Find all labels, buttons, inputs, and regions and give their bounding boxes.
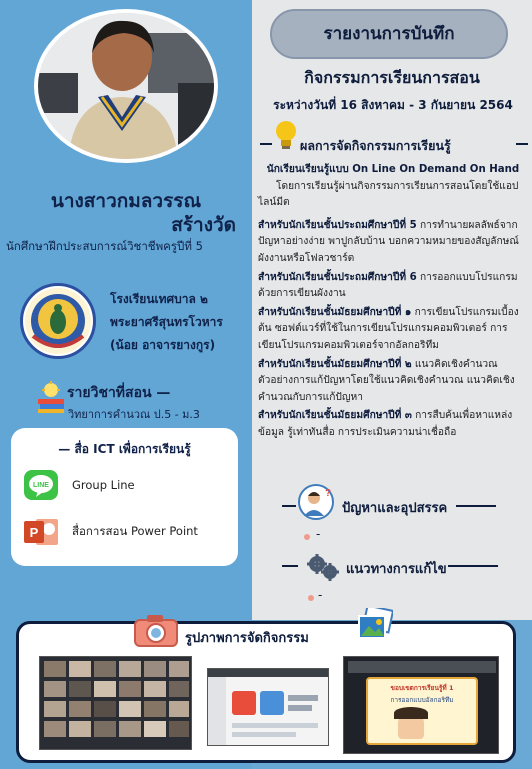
school-name-line1: โรงเรียนเทศบาล ๒ (110, 292, 208, 306)
grade-text: การเขียนโปรแกรมเบื้องต้น ซอฟต์แวร์ที่ใช้ในการเขียนโปรแกรมคอมพิวเตอร์ การเขียนโปรแกรมคอมพิวเตอร์จากอัลกอริทึม (258, 306, 519, 351)
grade-text: การออกแบบโปรแกรมด้วยการเขียนผังงาน (258, 271, 518, 300)
teacher-surname: สร้างวัด (171, 214, 236, 236)
ict-item-line (24, 470, 135, 500)
grade-text: การสืบค้นเพื่อหาแหล่งข้อมูล รู้เท่าทันสื่อ การประเมินความน่าเชื่อถือ (258, 410, 513, 438)
problems-value: - (316, 527, 321, 541)
bullet-dot (304, 534, 310, 540)
lightbulb-icon (274, 120, 298, 152)
lesson-slide-title: ขอบเขตการเรียนรู้ที่ 1 (390, 684, 454, 692)
camera-icon (133, 612, 179, 648)
results-content (258, 162, 528, 442)
grade-block (258, 305, 528, 355)
solutions-value: - (318, 588, 323, 602)
divider (282, 505, 296, 507)
ict-item-label: Group Line (72, 478, 135, 492)
divider (448, 565, 498, 567)
report-title: รายงานการบันทึก (323, 24, 455, 44)
grade-label: สำหรับนักเรียนชั้นประถมศึกษาปีที่ 6 (258, 271, 417, 283)
powerpoint-icon (24, 516, 58, 548)
lesson-slide-subtitle: การออกแบบอัลกอริทึม (390, 696, 454, 704)
zoom-class-screenshot (39, 656, 192, 750)
ict-item-powerpoint (24, 516, 198, 548)
right-panel (252, 0, 532, 620)
teacher-role: นักศึกษาฝึกประสบการณ์วิชาชีพครูปีที่ 5 (6, 239, 203, 253)
teacher-name: นางสาวกมลวรรณ (50, 190, 202, 212)
learning-mode: นักเรียนเรียนรู้แบบ On Line On Demand On Hand (266, 164, 520, 175)
school-logo (20, 283, 96, 359)
subject-heading-text: รายวิชาที่สอน (67, 385, 152, 401)
report-subtitle: กิจกรรมการเรียนการสอน (304, 68, 480, 87)
grade-text: การทำนายผลลัพธ์จากปัญหาอย่างง่าย พาปูกลับบ้าน บอกความหมายของสัญลักษณ์ผังงานหรือโฟลวชาร์ต (258, 219, 519, 264)
divider (516, 143, 528, 145)
report-period: ระหว่างวันที่ 16 สิงหาคม - 3 กันยายน 2564 (273, 98, 513, 112)
photos-icon (357, 608, 393, 642)
divider (456, 505, 496, 507)
line-app-icon (24, 470, 58, 500)
grade-label: สำหรับนักเรียนชั้นประถมศึกษาปีที่ 5 (258, 219, 417, 231)
title-banner (270, 9, 508, 59)
ict-heading-text: สื่อ ICT เพื่อการเรียนรู้ (74, 442, 191, 456)
subject-value: วิทยาการคำนวณ ป.5 - ม.3 (68, 408, 200, 421)
intro-text: โดยการเรียนรู้ผ่านกิจกรรมการเรียนการสอนโดยใช้แอปไลน์มีต (258, 180, 519, 209)
activity-gallery (16, 621, 516, 763)
grade-block (258, 357, 528, 407)
school-name-line2: พระยาศรีสุนทรโวหาร (110, 315, 223, 329)
svg-text:?: ? (325, 488, 332, 499)
program-editor-screenshot (207, 668, 329, 746)
grade-block (258, 270, 528, 303)
school-name-line3: (น้อย อาจารยางกูร) (110, 338, 216, 352)
grade-block (258, 408, 528, 441)
grade-label: สำหรับนักเรียนชั้นมัธยมศึกษาปีที่ ๓ (258, 410, 412, 422)
grade-block (258, 218, 528, 268)
profile-photo (34, 9, 218, 163)
grade-label: สำหรับนักเรียนชั้นมัธยมศึกษาปีที่ ๑ (258, 306, 412, 318)
grade-text: แนวคิดเชิงคำนวณ ตัวอย่างการแก้ปัญหาโดยใช้แนวคิดเชิงคำนวณ แนวคิดเชิงคำนวณกับการแก้ปัญหา (258, 358, 515, 403)
grade-label: สำหรับนักเรียนชั้นมัธยมศึกษาปีที่ ๒ (258, 358, 412, 370)
books-icon (36, 381, 66, 417)
svg-text:LINE: LINE (33, 482, 49, 489)
gears-icon (306, 553, 340, 581)
ict-heading: — สื่อ ICT เพื่อการเรียนรู้ (58, 442, 191, 456)
bullet-dot (308, 595, 314, 601)
divider (282, 565, 298, 567)
divider (260, 143, 272, 145)
online-lesson-screenshot (343, 656, 499, 754)
ict-item-label: สื่อการสอน Power Point (72, 524, 198, 538)
problems-heading: ปัญหาและอุปสรรค (342, 501, 448, 516)
ict-card (11, 428, 238, 566)
subject-heading: รายวิชาที่สอน — (67, 385, 171, 401)
results-heading: ผลการจัดกิจกรรมการเรียนรู้ (300, 138, 451, 153)
solutions-heading: แนวทางการแก้ไข (346, 562, 447, 577)
svg-text:P: P (29, 525, 39, 540)
thinking-person-icon (298, 484, 334, 520)
gallery-title: รูปภาพการจัดกิจกรรม (185, 631, 309, 646)
